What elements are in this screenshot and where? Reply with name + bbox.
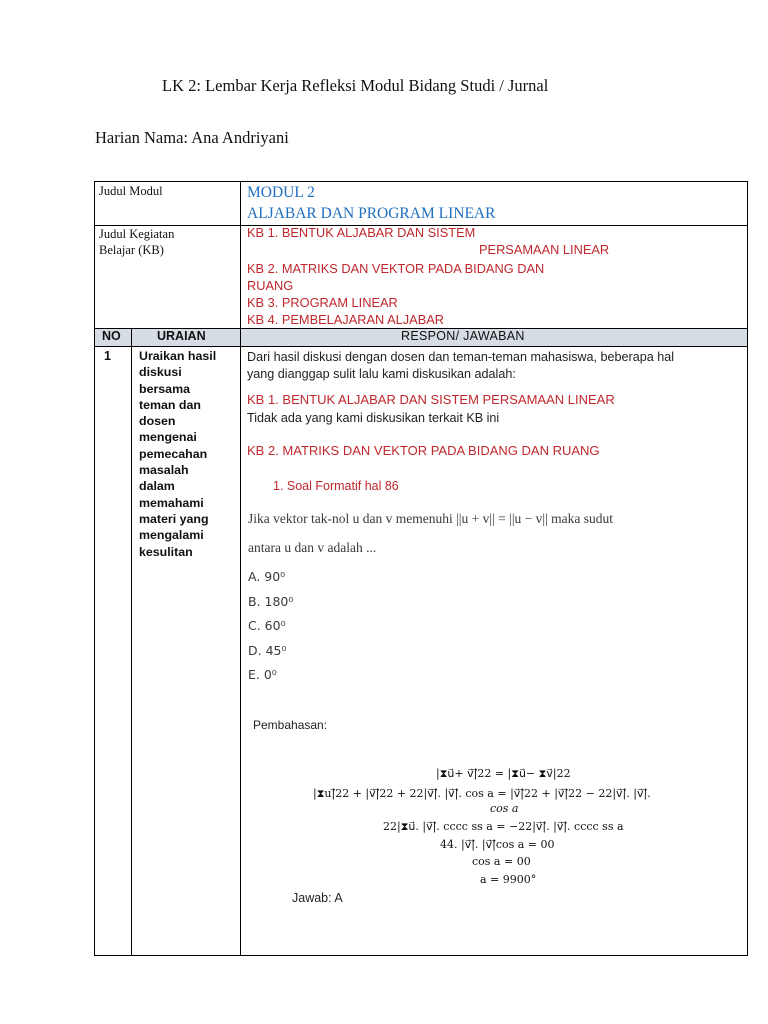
uraian-line: bersama [139, 381, 190, 396]
kb1-title-line1: KB 1. BENTUK ALJABAR DAN SISTEM [247, 225, 476, 240]
question-line1: Jika vektor tak-nol u dan v memenuhi ||u + v|| = ||u − v|| maka sudut [248, 511, 614, 526]
soal-formatif-item: 1. Soal Formatif hal 86 [273, 479, 399, 493]
uraian-line: teman dan [139, 397, 201, 412]
uraian-line: masalah [139, 463, 189, 478]
math-line: |⧗u⃗+ v⃗|⃗22 = |⧗u⃗− ⧗v⃗|22 [436, 767, 571, 780]
kb4-title: KB 4. PEMBELAJARAN ALJABAR [247, 312, 445, 327]
kb2-title-line2: RUANG [247, 278, 294, 293]
row-divider [95, 346, 747, 347]
math-line: a = 9900° [480, 873, 537, 886]
uraian-text [139, 348, 216, 560]
kb2-title-line1: KB 2. MATRIKS DAN VEKTOR PADA BIDANG DAN [247, 261, 545, 276]
kb1-note: Tidak ada yang kami diskusikan terkait KB ini [247, 411, 500, 425]
math-line: 22|⧗u⃗. |v⃗|⃗. cccc ss a = −22|v⃗|⃗. |v⃗|⃗. cccc ss a [383, 820, 624, 833]
uraian-line: dalam [139, 479, 175, 494]
uraian-line: Uraikan hasil [139, 349, 217, 363]
header-respon: RESPON/ JAWABAN [401, 329, 525, 343]
kb2-heading: KB 2. MATRIKS DAN VEKTOR PADA BIDANG DAN RUANG [247, 443, 600, 458]
column-divider [240, 182, 241, 955]
document-title: LK 2: Lembar Kerja Refleksi Modul Bidang Studi / Jurnal [162, 76, 549, 95]
intro-line1: Dari hasil diskusi dengan dosen dan teman-teman mahasiswa, beberapa hal [247, 350, 675, 364]
kb1-heading: KB 1. BENTUK ALJABAR DAN SISTEM PERSAMAAN LINEAR [247, 392, 615, 407]
uraian-line: pemecahan [139, 446, 208, 461]
intro-line2: yang dianggap sulit lalu kami diskusikan adalah: [247, 367, 516, 381]
header-uraian: URAIAN [157, 329, 206, 343]
math-line: cos a = 00 [472, 855, 531, 868]
uraian-line: materi yang [139, 511, 209, 526]
uraian-line: kesulitan [139, 544, 193, 559]
uraian-line: dosen [139, 414, 176, 429]
uraian-line: mengalami [139, 528, 204, 543]
option-d: D. 45⁰ [248, 642, 287, 658]
uraian-line: diskusi [139, 365, 182, 380]
column-divider [131, 328, 132, 955]
module-number: MODUL 2 [247, 184, 315, 201]
judul-kb-label-line2: Belajar (KB) [99, 243, 164, 257]
option-e: E. 0⁰ [248, 667, 277, 682]
discussion-label: Pembahasan: [253, 718, 328, 732]
uraian-line: memahami [139, 495, 204, 510]
judul-modul-label: Judul Modul [99, 184, 163, 198]
document-subtitle: Harian Nama: Ana Andriyani [95, 128, 289, 147]
row-number: 1 [104, 349, 111, 363]
option-b: B. 180⁰ [248, 593, 294, 609]
quiz-question-block [248, 508, 613, 688]
option-a: A. 90⁰ [248, 569, 286, 584]
option-c: C. 60⁰ [248, 618, 286, 633]
math-line: 44. |v⃗|⃗. |v⃗|⃗cos a = 00 [440, 838, 555, 851]
question-line2: antara u dan v adalah ... [248, 540, 377, 555]
math-line: cos a [490, 802, 519, 815]
kb3-title: KB 3. PROGRAM LINEAR [247, 295, 398, 310]
module-title: ALJABAR DAN PROGRAM LINEAR [247, 205, 496, 222]
math-line: |⧗u|⃗22 + |v⃗|⃗22 + 22|v⃗|⃗. |v⃗|⃗. cos a = |v⃗|⃗22 + |v⃗|⃗22 − 22|v⃗|⃗. |v⃗|⃗. [313, 787, 651, 800]
judul-kb-label-line1: Judul Kegiatan [99, 227, 175, 241]
kb1-title-line2: PERSAMAAN LINEAR [479, 242, 610, 257]
uraian-line: mengenai [139, 430, 197, 445]
answer-text: Jawab: A [292, 891, 343, 905]
header-no: NO [102, 329, 121, 343]
